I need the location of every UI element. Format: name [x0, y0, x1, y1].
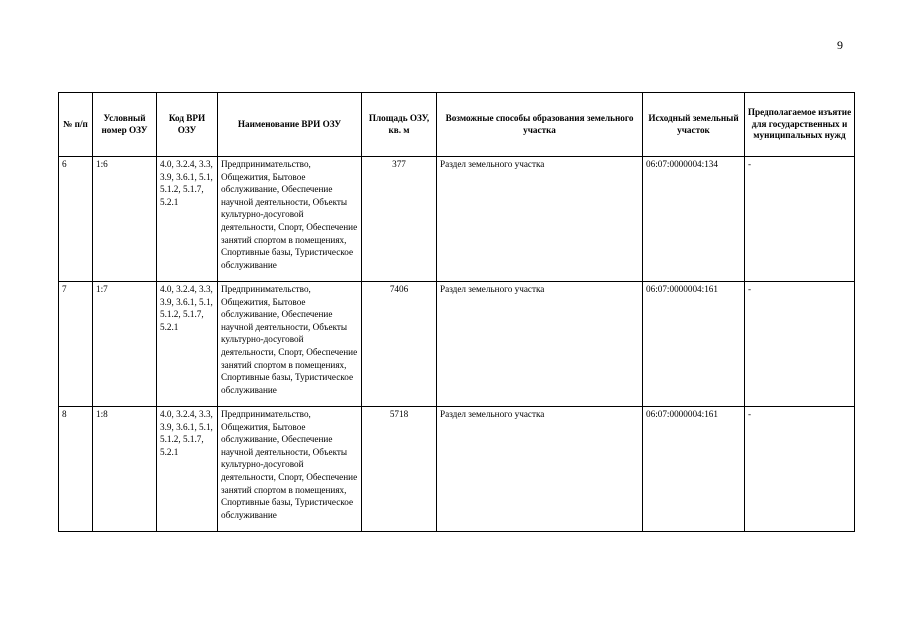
cell-vri-code: 4.0, 3.2.4, 3.3, 3.9, 3.6.1, 5.1, 5.1.2, 5.1.7, 5.2.1 — [157, 282, 218, 407]
header-conditional-number: Условный номер ОЗУ — [93, 93, 157, 157]
cell-seizure: - — [745, 282, 855, 407]
table-row — [59, 407, 855, 532]
header-formation-method: Возможные способы образования земельного участка — [437, 93, 643, 157]
cell-formation-method: Раздел земельного участка — [437, 282, 643, 407]
header-source-parcel: Исходный земельный участок — [643, 93, 745, 157]
header-num: № п/п — [59, 93, 93, 157]
cell-source-parcel: 06:07:0000004:161 — [643, 407, 745, 532]
cell-vri-code: 4.0, 3.2.4, 3.3, 3.9, 3.6.1, 5.1, 5.1.2, 5.1.7, 5.2.1 — [157, 407, 218, 532]
cell-area: 5718 — [362, 407, 437, 532]
cell-num: 8 — [59, 407, 93, 532]
header-area: Площадь ОЗУ, кв. м — [362, 93, 437, 157]
cell-vri-name: Предпринимательство, Общежития, Бытовое обслуживание, Обеспечение научной деятельности, Объекты культурно-досуговой деятельности, Спорт, Обеспечение занятий спортом в помещениях, Спортивные базы, Туристическое обслуживание — [218, 407, 362, 532]
cell-num: 6 — [59, 157, 93, 282]
cell-conditional-number: 1:7 — [93, 282, 157, 407]
cell-vri-name: Предпринимательство, Общежития, Бытовое обслуживание, Обеспечение научной деятельности, Объекты культурно-досуговой деятельности, Спорт, Обеспечение занятий спортом в помещениях, Спортивные базы, Туристическое обслуживание — [218, 282, 362, 407]
cell-conditional-number: 1:6 — [93, 157, 157, 282]
cell-area: 7406 — [362, 282, 437, 407]
cell-seizure: - — [745, 407, 855, 532]
header-seizure: Предполагаемое изъятие для государственных и муниципальных нужд — [745, 93, 855, 157]
cell-source-parcel: 06:07:0000004:134 — [643, 157, 745, 282]
cell-formation-method: Раздел земельного участка — [437, 407, 643, 532]
cell-conditional-number: 1:8 — [93, 407, 157, 532]
cell-source-parcel: 06:07:0000004:161 — [643, 282, 745, 407]
page-number: 9 — [837, 38, 843, 52]
header-vri-code: Код ВРИ ОЗУ — [157, 93, 218, 157]
table-row — [59, 157, 855, 282]
header-vri-name: Наименование ВРИ ОЗУ — [218, 93, 362, 157]
cell-vri-code: 4.0, 3.2.4, 3.3, 3.9, 3.6.1, 5.1, 5.1.2, 5.1.7, 5.2.1 — [157, 157, 218, 282]
land-plot-table — [58, 92, 855, 532]
table-row — [59, 282, 855, 407]
cell-vri-name: Предпринимательство, Общежития, Бытовое обслуживание, Обеспечение научной деятельности, Объекты культурно-досуговой деятельности, Спорт, Обеспечение занятий спортом в помещениях, Спортивные базы, Туристическое обслуживание — [218, 157, 362, 282]
cell-area: 377 — [362, 157, 437, 282]
table-header-row — [59, 93, 855, 157]
cell-num: 7 — [59, 282, 93, 407]
cell-seizure: - — [745, 157, 855, 282]
cell-formation-method: Раздел земельного участка — [437, 157, 643, 282]
